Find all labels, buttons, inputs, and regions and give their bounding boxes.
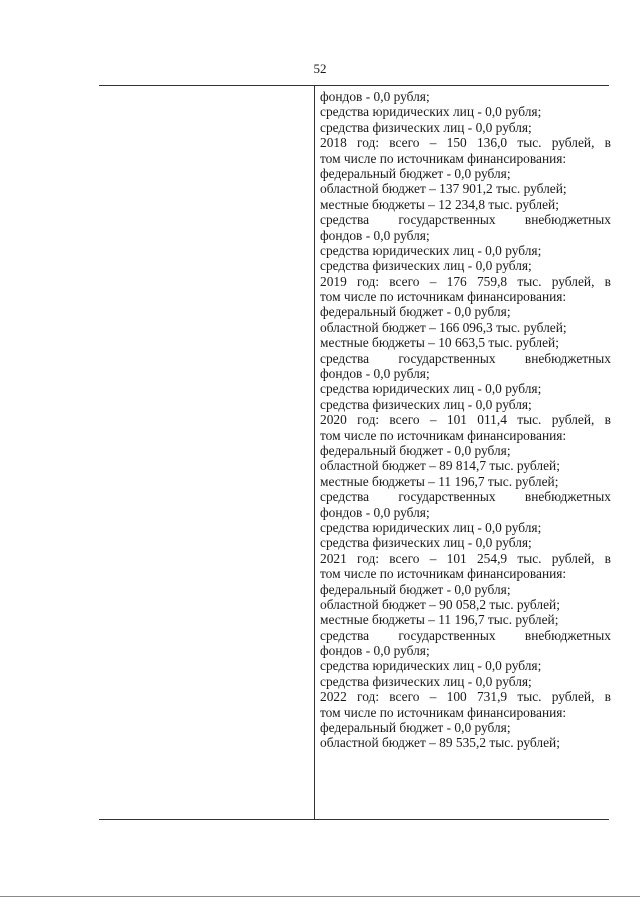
text-line: средства физических лиц - 0,0 рубля; (320, 258, 532, 274)
text-line: том числе по источникам финансирования: (320, 289, 567, 305)
text-line: местные бюджеты – 10 663,5 тыс. рублей; (320, 335, 559, 351)
text-line: фондов - 0,0 рубля; (320, 89, 430, 104)
text-line: средства юридических лиц - 0,0 рубля; (320, 381, 542, 397)
text-line: средства государственных внебюджетных (320, 212, 611, 228)
text-line: средства физических лиц - 0,0 рубля; (320, 396, 532, 412)
text-line: средства юридических лиц - 0,0 рубля; (320, 658, 542, 674)
page-number: 52 (313, 61, 327, 76)
text-line: федеральный бюджет - 0,0 рубля; (320, 165, 511, 181)
text-line: том числе по источникам финансирования: (320, 427, 567, 443)
text-line: фондов - 0,0 рубля; (320, 227, 430, 243)
text-line: областной бюджет – 89 814,7 тыс. рублей; (320, 458, 560, 474)
table-left-cell (99, 86, 314, 819)
text-line: том числе по источникам финансирования: (320, 566, 567, 582)
text-line: местные бюджеты – 11 196,7 тыс. рублей; (320, 473, 559, 489)
text-line: средства юридических лиц - 0,0 рубля; (320, 242, 542, 258)
text-line: фондов - 0,0 рубля; (320, 366, 430, 382)
text-line: средства юридических лиц - 0,0 рубля; (320, 519, 542, 535)
text-line: 2021 год: всего – 101 254,9 тыс. рублей, в (320, 550, 611, 566)
text-line: 2020 год: всего – 101 011,4 тыс. рублей, в (320, 412, 611, 428)
text-line: областной бюджет – 137 901,2 тыс. рублей; (320, 181, 567, 197)
text-line: 2018 год: всего – 150 136,0 тыс. рублей, в (320, 135, 611, 151)
text-line: федеральный бюджет - 0,0 рубля; (320, 442, 511, 458)
text-line: фондов - 0,0 рубля; (320, 643, 430, 659)
page-bottom-rule (0, 896, 640, 897)
text-line: фондов - 0,0 рубля; (320, 504, 430, 520)
text-line: средства физических лиц - 0,0 рубля; (320, 673, 532, 689)
text-line: областной бюджет – 166 096,3 тыс. рублей; (320, 319, 567, 335)
text-line: 2019 год: всего – 176 759,8 тыс. рублей, в (320, 273, 611, 289)
text-line: средства государственных внебюджетных (320, 627, 611, 643)
text-line: том числе по источникам финансирования: (320, 704, 567, 720)
text-line: местные бюджеты – 11 196,7 тыс. рублей; (320, 612, 559, 628)
text-line: средства государственных внебюджетных (320, 489, 611, 505)
text-line: том числе по источникам финансирования: (320, 150, 567, 166)
text-line: средства физических лиц - 0,0 рубля; (320, 119, 532, 135)
text-line: средства физических лиц - 0,0 рубля; (320, 535, 532, 551)
column-divider (314, 86, 315, 819)
text-line: федеральный бюджет - 0,0 рубля; (320, 720, 511, 736)
text-line: федеральный бюджет - 0,0 рубля; (320, 581, 511, 597)
text-line: 2022 год: всего – 100 731,9 тыс. рублей, в (320, 689, 611, 705)
text-line: областной бюджет – 90 058,2 тыс. рублей; (320, 596, 560, 612)
text-line: областной бюджет – 89 535,2 тыс. рублей; (320, 735, 560, 751)
table-right-cell (320, 89, 611, 751)
text-line: средства юридических лиц - 0,0 рубля; (320, 104, 542, 120)
text-line: федеральный бюджет - 0,0 рубля; (320, 304, 511, 320)
text-line: средства государственных внебюджетных (320, 350, 611, 366)
financing-table (99, 85, 609, 820)
text-line: местные бюджеты – 12 234,8 тыс. рублей; (320, 196, 559, 212)
